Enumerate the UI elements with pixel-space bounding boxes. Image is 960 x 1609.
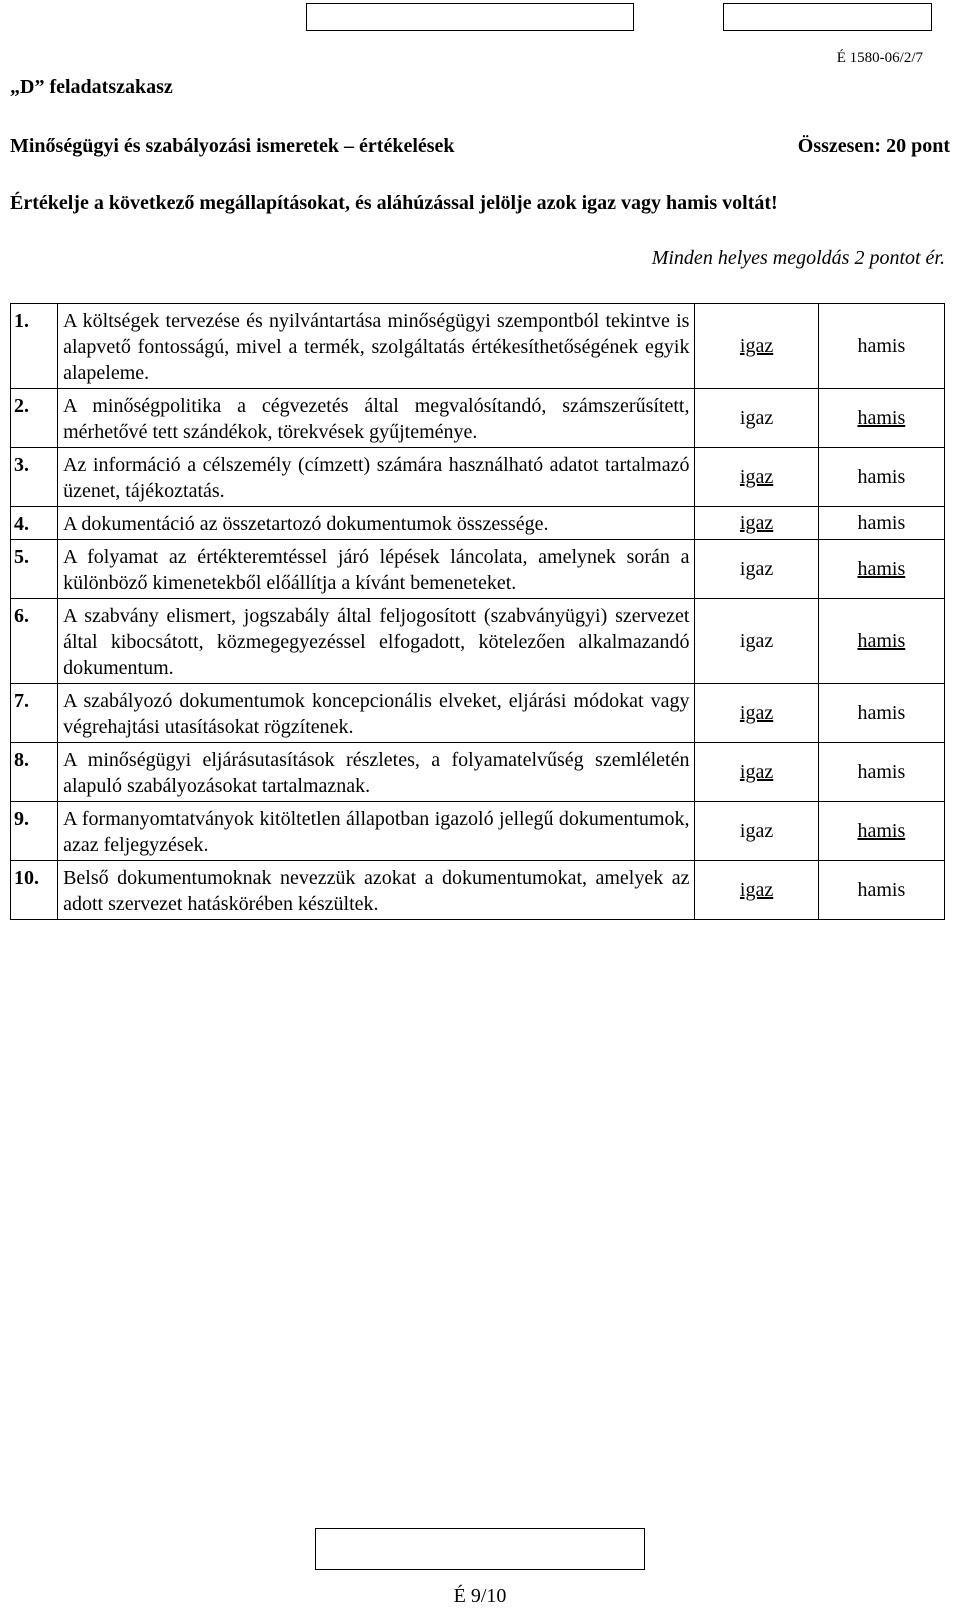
question-row	[11, 684, 945, 743]
option-hamis[interactable]: hamis	[818, 540, 944, 599]
option-hamis[interactable]: hamis	[818, 743, 944, 802]
option-hamis[interactable]: hamis	[818, 684, 944, 743]
score-box-left	[306, 3, 634, 31]
exam-code: É 1580-06/2/7	[836, 50, 923, 66]
question-row	[11, 507, 945, 540]
question-row	[11, 448, 945, 507]
option-igaz[interactable]: igaz	[695, 507, 818, 540]
footer-box	[315, 1528, 645, 1570]
question-text: A formanyomtatványok kitöltetlen állapotban igazoló jellegű dokumentumok, azaz feljegyzések.	[58, 802, 695, 861]
question-text: A folyamat az értékteremtéssel járó lépések láncolata, amelynek során a különböző kimenetekből előállítja a kívánt bemeneteket.	[58, 540, 695, 599]
instruction: Értékelje a következő megállapításokat, és aláhúzással jelölje azok igaz vagy hamis voltát!	[10, 192, 778, 214]
subtitle: Minőségügyi és szabályozási ismeretek – értékelések	[10, 135, 455, 157]
question-number: 10.	[11, 861, 58, 920]
question-row	[11, 540, 945, 599]
question-text: A szabvány elismert, jogszabály által feljogosított (szabványügyi) szervezet által kibocsátott, közmegegyezéssel elfogadott, kötelezően alkalmazandó dokumentum.	[58, 599, 695, 684]
option-igaz[interactable]: igaz	[695, 861, 818, 920]
option-igaz[interactable]: igaz	[695, 599, 818, 684]
question-row	[11, 304, 945, 389]
total-points: Összesen: 20 pont	[797, 135, 950, 157]
option-igaz[interactable]: igaz	[695, 448, 818, 507]
question-row	[11, 389, 945, 448]
option-hamis[interactable]: hamis	[818, 448, 944, 507]
question-number: 6.	[11, 599, 58, 684]
option-hamis[interactable]: hamis	[818, 389, 944, 448]
option-hamis[interactable]: hamis	[818, 304, 944, 389]
option-hamis[interactable]: hamis	[818, 861, 944, 920]
question-text: Belső dokumentumoknak nevezzük azokat a dokumentumokat, amelyek az adott szervezet hatáskörében készültek.	[58, 861, 695, 920]
question-row	[11, 743, 945, 802]
question-text: A minőségügyi eljárásutasítások részletes, a folyamatelvűség szemléletén alapuló szabályozásokat tartalmaznak.	[58, 743, 695, 802]
option-igaz[interactable]: igaz	[695, 684, 818, 743]
question-number: 7.	[11, 684, 58, 743]
option-igaz[interactable]: igaz	[695, 802, 818, 861]
question-number: 4.	[11, 507, 58, 540]
option-igaz[interactable]: igaz	[695, 743, 818, 802]
option-hamis[interactable]: hamis	[818, 802, 944, 861]
option-hamis[interactable]: hamis	[818, 599, 944, 684]
question-number: 9.	[11, 802, 58, 861]
question-number: 2.	[11, 389, 58, 448]
question-number: 5.	[11, 540, 58, 599]
section-title: „D” feladatszakasz	[10, 76, 173, 98]
question-number: 8.	[11, 743, 58, 802]
question-text: Az információ a célszemély (címzett) számára használható adatot tartalmazó üzenet, tájékoztatás.	[58, 448, 695, 507]
page-number: É 9/10	[453, 1585, 507, 1607]
questions-table	[10, 303, 945, 920]
option-igaz[interactable]: igaz	[695, 540, 818, 599]
question-text: A dokumentáció az összetartozó dokumentumok összessége.	[58, 507, 695, 540]
question-number: 1.	[11, 304, 58, 389]
question-number: 3.	[11, 448, 58, 507]
question-row	[11, 599, 945, 684]
score-box-right	[723, 3, 932, 31]
option-hamis[interactable]: hamis	[818, 507, 944, 540]
scoring-note: Minden helyes megoldás 2 pontot ér.	[651, 247, 945, 269]
question-row	[11, 802, 945, 861]
question-text: A szabályozó dokumentumok koncepcionális elveket, eljárási módokat vagy végrehajtási utasításokat rögzítenek.	[58, 684, 695, 743]
question-text: A minőségpolitika a cégvezetés által megvalósítandó, számszerűsített, mérhetővé tett szándékok, törekvések gyűjteménye.	[58, 389, 695, 448]
question-row	[11, 861, 945, 920]
question-text: A költségek tervezése és nyilvántartása minőségügyi szempontból tekintve is alapvető fontosságú, mivel a termék, szolgáltatás értékesíthetőségének egyik alapeleme.	[58, 304, 695, 389]
option-igaz[interactable]: igaz	[695, 304, 818, 389]
option-igaz[interactable]: igaz	[695, 389, 818, 448]
